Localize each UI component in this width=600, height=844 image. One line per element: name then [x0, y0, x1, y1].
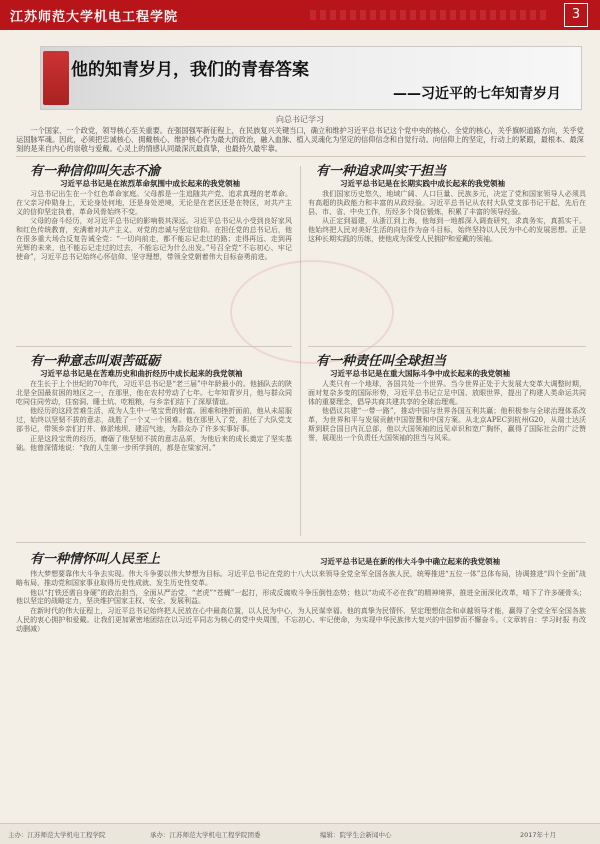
footer-editor: 编辑：院学生会新闻中心	[320, 831, 392, 839]
section-subheading: 习近平总书记是在浓烈革命氛围中成长起来的我党领袖	[60, 179, 240, 188]
footer-sponsor: 主办：江苏师范大学机电工程学院	[8, 831, 106, 839]
headline-subtitle: ——习近平的七年知青岁月	[393, 86, 561, 102]
paragraph: 他倡议共建“一带一路”，推动中国与世界各国互利共赢；他积极参与全球治理体系改革，为世界和平与发展贡献中国智慧和中国方案。从北京APEC到杭州G20，从瑞士达沃斯到联合国日内瓦总部，他以大国领袖的远见卓识和宽广胸怀，赢得了国际社会的广泛赞誉，展现出一个负责任大国领袖的担当与风采。	[308, 407, 586, 442]
section-body	[16, 570, 586, 816]
editor-note: 向总书记学习	[276, 115, 324, 124]
paragraph: 正是这段宝贵的经历，磨砺了他坚韧不拔的意志品质，为他后来的成长奠定了坚实基础。他曾深情地说：“我的人生第一步所学到的，都是在梁家河。”	[16, 434, 292, 452]
tiananmen-icon	[43, 51, 69, 105]
section-subheading: 习近平总书记是在长期实践中成长起来的我党领袖	[340, 179, 505, 188]
section-subheading: 习近平总书记是在苦难历史和曲折经历中成长起来的我党领袖	[40, 369, 243, 378]
section-heading: 有一种情怀叫人民至上	[30, 552, 161, 567]
paragraph: 他经历的这段苦难生活，成为人生中一笔宝贵的财富。困难和挫折面前，他从未屈服过，始终以坚韧不拔的意志，战胜了一个又一个困难。他在那里入了党，担任了大队党支部书记，带领乡亲们打井、修淤地坝、建沼气池，为群众办了许多实事好事。	[16, 407, 292, 433]
section-subheading: 习近平总书记是在重大国际斗争中成长起来的我党领袖	[330, 369, 510, 378]
divider	[16, 542, 586, 543]
section-subheading: 习近平总书记是在新的伟大斗争中确立起来的我党领袖	[320, 557, 500, 566]
paragraph: 习总书记出生在一个红色革命家庭。父母都是一生追随共产党、追求真理的老革命。在父亲习仲勋身上，无论身处何地，还是身处逆境，无论是在老区还是在特区，对共产主义的信仰坚定执着，革命风骨始终不变。	[16, 190, 292, 216]
divider	[16, 156, 586, 157]
paragraph: 他以“打铁还需自身硬”的政治担当，全面从严治党，“老虎”“苍蝇”一起打，形成反腐败斗争压倒性态势；他以“功成不必在我”的精神境界，推进全面深化改革，啃下了许多硬骨头；他以坚定的战略定力，坚决维护国家主权、安全、发展利益。	[16, 588, 586, 606]
footer-organizer: 承办：江苏师范大学机电工程学院团委	[150, 831, 261, 839]
paragraph: 在新时代的伟大征程上，习近平总书记始终把人民放在心中最高位置，以人民为中心，为人民谋幸福。他的真挚为民情怀、坚定理想信念和卓越领导才能，赢得了全党全军全国各族人民的衷心拥护和爱戴。让我们更加紧密地团结在以习近平同志为核心的党中央周围，不忘初心、牢记使命，为实现中华民族伟大复兴的中国梦而不懈奋斗。（文章转自：学习时报 有改动删减）	[16, 607, 586, 633]
section-body	[308, 190, 586, 340]
headline-banner	[40, 46, 582, 110]
section-body	[16, 190, 292, 340]
paragraph: 从正定到福建，从浙江到上海，他每到一地都深入调查研究，求真务实，真抓实干。他始终把人民对美好生活的向往作为奋斗目标，始终坚持以人民为中心的发展思想。正是这种长期实践的历练，使他成为深受人民拥护和爱戴的领袖。	[308, 217, 586, 243]
section-body	[308, 380, 586, 536]
footer-date: 2017年十月	[520, 831, 557, 839]
paragraph: 在生长于上个世纪的70年代，习近平总书记是“老三届”中年龄最小的。他插队去的陕北是全国最贫困的地区之一，在那里，他在农村劳动了七年。七年知青岁月，他与群众同吃同住同劳动，住窑洞、睡土炕、吃粗粮，与乡亲们结下了深厚情谊。	[16, 380, 292, 406]
school-name: 江苏师范大学机电工程学院	[10, 10, 179, 25]
section-heading: 有一种责任叫全球担当	[316, 354, 447, 369]
headline: 他的知青岁月，我们的青春答案	[71, 60, 309, 80]
section-heading: 有一种追求叫实干担当	[316, 164, 447, 179]
page-footer	[0, 823, 600, 844]
section-body	[16, 380, 292, 536]
page-number: 3	[564, 3, 588, 27]
header-stripe	[310, 10, 550, 20]
intro-paragraph: 一个国家、一个政党，领导核心至关重要。在强国强军新征程上，在民族复兴关键当口，确立和维护习近平总书记这个党中央的核心、全党的核心，关乎旗帜道路方向，关乎党运国脉军魂。因此，必须把忠诚核心、拥戴核心、维护核心作为最大的政治，融入血脉、植入灵魂化为坚定的信仰信念和自觉行动。向信仰上的坚定，行动上的紧跟，最根本、最深刻的是来自内心的崇敬与爱戴。心灵上的情感认同最深沉最真挚，也最持久最牢靠。	[16, 126, 584, 153]
paragraph: 人类只有一个地球，各国共处一个世界。当今世界正处于大发展大变革大调整时期，面对复杂多变的国际形势，习近平总书记立足中国、放眼世界，提出了构建人类命运共同体的重要理念，倡导共商共建共享的全球治理观。	[308, 380, 586, 406]
divider	[16, 346, 292, 347]
paragraph: 我们国家历史悠久，地域广阔、人口巨量、民族多元，决定了党和国家领导人必须具有高超的执政能力和丰富的从政经验。习近平总书记从农村大队党支部书记干起，先后在县、市、省、中央工作，历经多个岗位锻炼，积累了丰富的领导经验。	[308, 190, 586, 216]
page-header	[0, 0, 600, 30]
paragraph: 伟大梦想要靠伟大斗争去实现。伟大斗争要以伟大梦想为目标。习近平总书记在党的十八大以来领导全党全军全国各族人民，统筹推进“五位一体”总体布局，协调推进“四个全面”战略布局，推动党和国家事业取得历史性成就、发生历史性变革。	[16, 570, 586, 587]
paragraph: 父母的奋斗经历，对习近平总书记的影响极其深远。习近平总书记从小受到良好家风和红色传统教育，充满着对共产主义、对党的忠诚与坚定信仰。在担任党的总书记后，他在很多重大场合反复告诫全党：“一切向前走，都不能忘记走过的路；走得再远、走到再光辉的未来，也不能忘记走过的过去，不能忘记为什么出发。”号召全党“不忘初心、牢记使命”，习近平总书记始终心怀信仰、坚守理想，带领全党朝着伟大目标奋勇前进。	[16, 217, 292, 261]
section-heading: 有一种意志叫艰苦砥砺	[30, 354, 161, 369]
section-heading: 有一种信仰叫矢志不渝	[30, 164, 161, 179]
divider	[308, 346, 586, 347]
